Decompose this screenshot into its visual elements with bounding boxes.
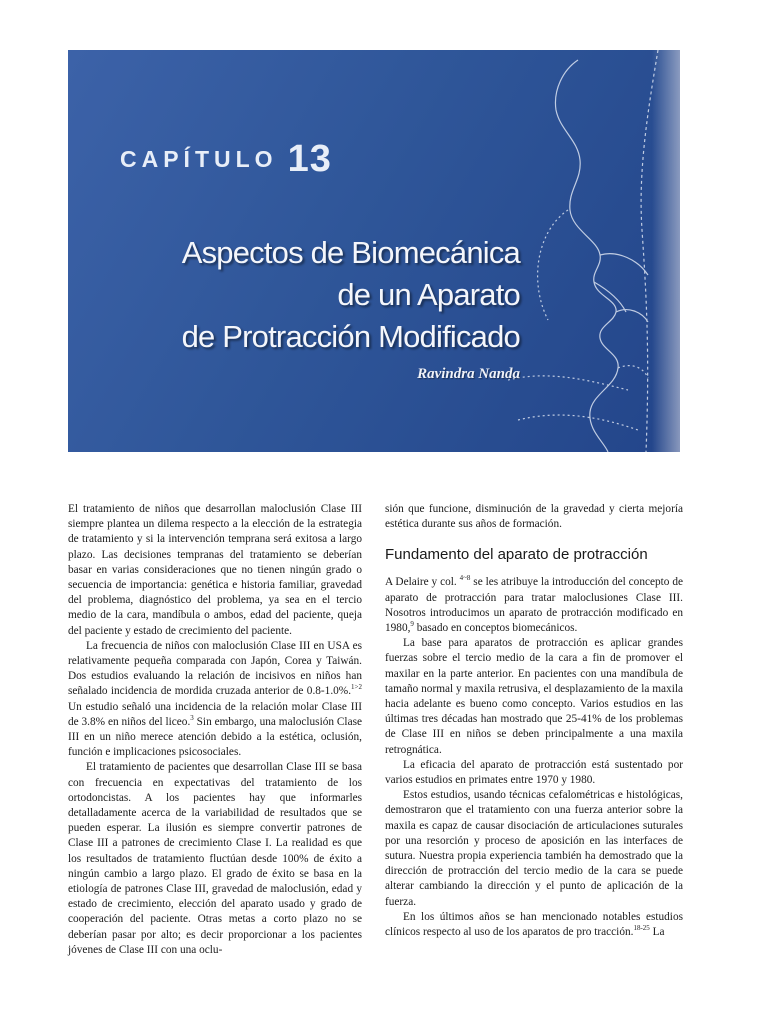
paragraph xyxy=(385,575,683,636)
text-run: Sin embargo, una maloclusión Clase III en un niño merece atención debido a la estética, oclusión, función e implicaciones psicosociales. xyxy=(68,715,362,759)
paragraph: Estos estudios, usando técnicas cefalométricas e histológicas, demostraron que el tratamiento con una fuerza anterior sobre la maxila es capaz de causar disociación de articulaciones suturales por una resorción y proceso de aposición en las interfaces de sutura. Nuestra propia experiencia también ha demostrado que la dirección de protracción del tercio medio de la cara se puede alterar cambiando la dirección y el punto de aplicación de la fuerza. xyxy=(385,789,683,908)
chapter-title xyxy=(182,232,520,358)
chapter-number: 13 xyxy=(287,138,332,180)
text-run: se les atribuye la introducción del concepto de aparato de protracción para tratar maloclusiones Clase III. Nosotros introducimos un aparato de protracción modificado en 1980, xyxy=(385,576,683,635)
chapter-banner xyxy=(68,50,680,452)
title-line-1: Aspectos de Biomecánica xyxy=(181,235,520,270)
title-line-2: de un Aparato xyxy=(337,277,520,312)
paragraph: sión que funcione, disminución de la gravedad y cierta mejoría estética durante sus años de formación. xyxy=(385,503,683,531)
paragraph: La eficacia del aparato de protracción está sustentado por varios estudios en primates entre 1970 y 1980. xyxy=(385,758,683,787)
right-column xyxy=(385,502,683,940)
citation-ref: 4~8 xyxy=(459,574,471,583)
text-run: La frecuencia de niños con maloclusión Clase III en USA es relativamente pequeña comparada con Japón, Corea y Taiwán. Dos estudios evaluando la relación de incisivos en niños han señalado incidencia de mordida cruzada anterior de 0.8-1.0%. xyxy=(68,639,362,698)
text-run: basado en conceptos biomecánicos. xyxy=(413,622,578,635)
paragraph: El tratamiento de niños que desarrollan maloclusión Clase III siempre plantea un dilema respecto a la elección de la estrategia de tratamiento y si la intervención temprana será exitosa a largo plazo. Las decisiones tempranas del tratamiento se deberían basar en varias consideraciones que no tienen ningún grado o secuencia de importancia: genética e historia familiar, gravedad del problema, diagnóstico del problema, ya sea en el tercio medio de la cara, mandíbula o ambos, edad del paciente, queja del paciente y estado de crecimiento del paciente. xyxy=(68,503,362,637)
paragraph: El tratamiento de pacientes que desarrollan Clase III se basa con frecuencia en expectativas del tratamiento de los ortodoncistas. A los pacientes hay que informarles detalladamente acerca de la variabilidad de resultados que se pueden esperar. La ilusión es siempre convertir patrones de Clase III a patrones de crecimiento Clase I. La realidad es que los resultados de tratamiento fluctúan desde 100% de éxito a ningún cambio a largo plazo. El grado de éxito se basa en la etiología de patrones Clase III, gravedad de maloclusión, edad y estado de crecimiento, elección del aparato usado y grado de cooperación del paciente. Otras metas a corto plazo no se deberían pasar por alto; es decir proporcionar a los pacientes jóvenes de Clase III con una oclu- xyxy=(68,761,362,956)
paragraph: La base para aparatos de protracción es aplicar grandes fuerzas sobre el tercio medio de la cara a fin de promover el maxilar en la parte anterior. En pacientes con una mandíbula de tamaño normal y maxila retrusiva, el desplazamiento de la maxila hacia adelante es bueno como concepto. Varios estudios en las últimas tres décadas han mostrado que 25-41% de los problemas de Clase III en niños se deben principalmente a una maxila retrognática. xyxy=(385,637,683,756)
text-run: La xyxy=(649,926,665,939)
text-run: A Delaire y col. xyxy=(385,576,460,589)
citation-ref: 3 xyxy=(190,714,194,723)
section-heading: Fundamento del aparato de protracción xyxy=(385,546,648,564)
text-run: Un estudio señaló una incidencia de la relación molar Clase III de 3.8% en niños del liceo. xyxy=(68,700,362,728)
citation-ref: 1>2 xyxy=(351,683,362,692)
citation-ref: 18-25 xyxy=(633,924,650,933)
left-column xyxy=(68,502,362,958)
paragraph xyxy=(68,639,362,761)
chapter-word: CAPÍTULO xyxy=(120,146,278,172)
paragraph xyxy=(385,910,683,940)
chapter-label xyxy=(120,138,332,181)
text-run: En los últimos años se han mencionado notables estudios clínicos respecto al uso de los aparatos de pro tracción. xyxy=(385,910,683,939)
banner-edge-shadow xyxy=(652,50,680,452)
citation-ref: 9 xyxy=(410,620,414,629)
title-line-3: de Protracción Modificado xyxy=(181,319,520,354)
chapter-author: Ravindra Nanda xyxy=(417,366,520,382)
